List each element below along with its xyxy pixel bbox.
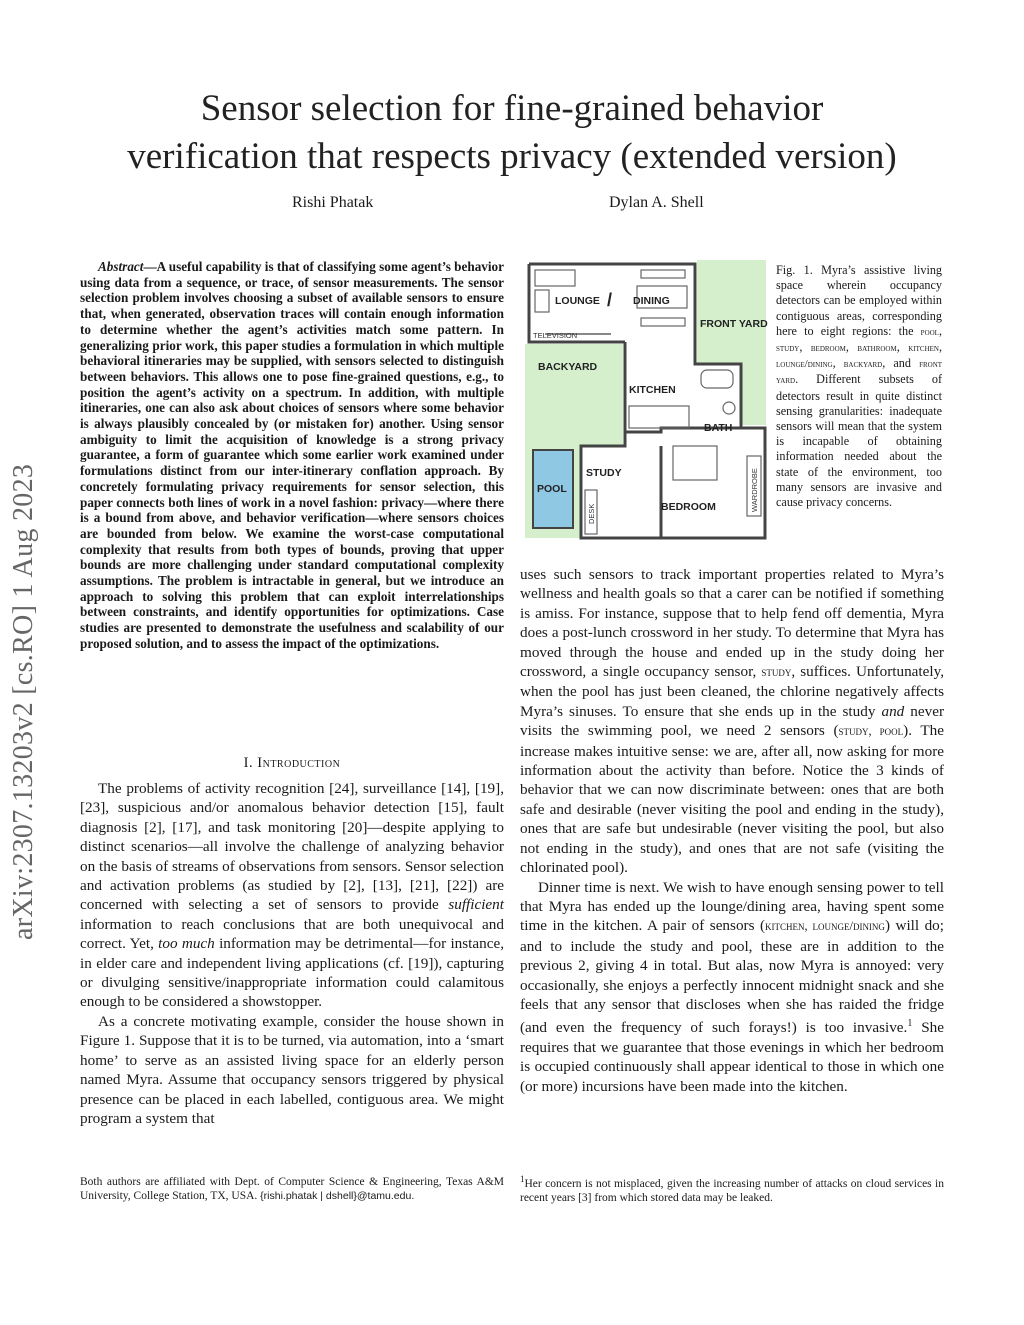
right-p1-emphasis-and: and: [881, 702, 905, 720]
label-backyard: BACKYARD: [538, 361, 598, 373]
affiliation-text: Both authors are affiliated with Dept. of Computer Science & Engineering, Texas A&M University, College Station, TX, USA.: [80, 1176, 504, 1202]
intro-paragraph-1: [80, 779, 504, 1012]
label-pool: POOL: [537, 483, 567, 495]
affiliation-emails: {rishi.phatak | dshell}@tamu.edu.: [260, 1190, 415, 1202]
abstract: [80, 259, 504, 652]
figure-1-caption: Fig. 1. Myra’s assistive living space wherein occupancy detectors can be employed within contiguous areas, corresponding here to eight regions: the pool, study, bedroom, bathroom, kitchen, lounge/dining, backyard, and front yard. Different subsets of detectors result in quite distinct sensing granularities: inadequate sensors will mean that the system is incapable of obtaining information needed about the state of the environment, too many sensors are invasive and cause privacy concerns.: [776, 263, 943, 510]
right-p2-text-b: ) will do; and to include the study and pool, these are in addition to the previous 2, giving 4 in total. But alas, now Myra is annoyed: very occasionally, she enjoys a perfectly innocent midnight snack and she feels that any sensor that discloses when she has raided the fridge (and even the frequency of such forays!) is too invasive.: [520, 917, 944, 1037]
author-2: Dylan A. Shell: [609, 194, 704, 211]
right-column-body: [520, 565, 944, 1096]
intro-p1-emphasis-too-much: too much: [158, 935, 215, 953]
right-p1-text-d: ). The increase makes intuitive sense: we are, after all, now asking for more information about the activity than before. Notice the 3 kinds of behavior that we can now discriminate between: ones that are both safe and desirable (never visiting the pool and ending in the study), ones that are safe but undesirable (never visiting the pool, but also not ending in the study), and ones that are not safe (visiting the chlorinated pool).: [520, 722, 944, 877]
label-bedroom: BEDROOM: [661, 501, 716, 513]
intro-p1-text-a: The problems of activity recognition [24], surveillance [14], [19], [23], suspicious and/or anomalous behavior detection [15], fault diagnosis [2], [17], and task monitoring [20]—despite applying to distinct scenarios—all involve the challenge of analyzing behavior on the basis of streams of observations from sensors. Sensor selection and activation problems (as studied by [2], [13], [21], [22]) are concerned with selecting a set of sensors to provide: [80, 780, 504, 914]
intro-p1-emphasis-sufficient: sufficient: [448, 896, 504, 914]
section-title: Introduction: [257, 755, 341, 771]
paper-title-line-2: verification that respects privacy (extended version): [127, 136, 897, 177]
label-bath: BATH: [704, 422, 733, 434]
label-lounge: LOUNGE: [555, 295, 600, 307]
right-p2-text-a: Dinner time is next. We wish to have enough sensing power to tell that Myra has ended up the lounge/dining area, having spent some time in the kitchen. A pair of sensors (: [520, 878, 944, 935]
footnote-1-mark: 1: [520, 1174, 525, 1184]
caption-region-study: study: [776, 343, 800, 355]
author-1: Rishi Phatak: [292, 194, 374, 211]
label-television: TELEVISION: [533, 331, 578, 340]
label-study: STUDY: [586, 467, 622, 479]
figure-label: Fig. 1.: [776, 263, 813, 277]
intro-p1-text-c: information may be detrimental—for instance, in elder care and independent living applications (cf. [19]), capturing or divulging sensitive/inappropriate information could calamitous enough to be considered a showstopper.: [80, 935, 505, 1011]
caption-region-lounge-dining: lounge/dining: [776, 359, 833, 371]
floor-plan-figure: [521, 256, 769, 544]
footnote-1: [520, 1172, 944, 1205]
section-number: I.: [243, 755, 254, 771]
label-kitchen: KITCHEN: [629, 384, 676, 396]
arxiv-identifier: arXiv:2307.13203v2 [cs.RO] 1 Aug 2023: [8, 463, 39, 940]
paper-title-line-1: Sensor selection for fine-grained behavior: [200, 88, 824, 129]
caption-region-pool: pool: [920, 326, 939, 338]
footnote-1-text: Her concern is not misplaced, given the increasing number of attacks on cloud services in recent years [3] from which stored data may be leaked.: [520, 1177, 944, 1204]
abstract-dash: —: [143, 259, 157, 274]
caption-region-kitchen: kitchen: [908, 343, 939, 355]
caption-region-bedroom: bedroom: [810, 343, 846, 355]
caption-and: and: [893, 356, 911, 371]
right-p1-text-b: , suffices. Unfortunately, when the pool has just been cleaned, the chlorine negatively affects Myra’s sinuses. To ensure that she ends up in the study: [520, 663, 944, 720]
label-wardrobe: WARDROBE: [750, 468, 759, 512]
caption-region-bathroom: bathroom: [857, 343, 897, 355]
affiliation-footnote: [80, 1175, 504, 1203]
footnote-marker-1[interactable]: 1: [907, 1018, 913, 1030]
section-heading-introduction: [80, 755, 504, 772]
right-p2-sensors-kitchen-lounge: kitchen, lounge/dining: [765, 919, 885, 934]
paper-title: [40, 85, 984, 181]
label-front-yard: FRONT YARD: [700, 318, 768, 330]
label-dining: DINING: [633, 295, 670, 307]
right-p1-sensor-study: study: [761, 665, 792, 680]
right-p1-sensors-study-pool: study, pool: [838, 724, 904, 739]
intro-p1-text-b: information to reach conclusions that are both unequivocal and correct. Yet,: [80, 915, 504, 953]
label-desk: DESK: [587, 503, 596, 524]
abstract-text: A useful capability is that of classifying some agent’s behavior using data from a sequence, or trace, of sensor measurements. The sensor selection problem involves choosing a subset of available sensors to ensure that, when generated, observation traces will contain enough information to determine whether the agent’s activities match some pattern. In generalizing prior work, this paper studies a formulation in which multiple behavioral itineraries may be supplied, with sensors selected to distinguish between behaviors. This allows one to pose fine-grained questions, e.g., to position the agent’s activity on a spectrum. In addition, with multiple itineraries, one can also ask about choices of sensors where some behavior is always plausibly concealed by (or mistaken for) another. Using sensor ambiguity to limit the acquisition of knowledge is a strong privacy guarantee, a form of guarantee which some earlier work examined under formulations distinct from our inter-itinerary conflation approach. By concretely formulating privacy requirements for sensor selection, this paper connects both lines of work in a novel fashion: privacy—where there is a bound from above, and behavior verification—where sensors choices are bounded from below. We examine the worst-case computational complexity that results from both types of bounds, proving that upper bounds are more challenging under standard computational complexity assumptions. The problem is intractable in general, but we introduce an approach to solving this problem that can exploit interrelationships between constraints, and identify opportunities for optimizations. Case studies are presented to demonstrate the usefulness and scalability of our proposed solution, and to assess the impact of the optimizations.: [80, 259, 504, 651]
right-paragraph-2: [520, 878, 944, 1097]
right-paragraph-1: [520, 565, 944, 878]
abstract-label: Abstract: [98, 259, 144, 274]
caption-region-backyard: backyard: [843, 359, 883, 371]
right-p1-text-a: uses such sensors to track important properties related to Myra’s wellness and health goals so that a carer can be notified if something is amiss. For instance, suppose that to help fend off dementia, Myra does a post-lunch crossword in her study. To determine that Myra has moved through the house and ended up in the study doing her crossword, a single occupancy sensor,: [520, 566, 944, 681]
label-slash: /: [607, 290, 613, 310]
introduction-body: [80, 779, 504, 1128]
right-p1-text-c: never visits the swimming pool, we need 2 sensors (: [520, 702, 945, 740]
caption-text-a: Myra’s assistive living space wherein occupancy detectors can be employed within contiguous areas, corresponding here to eight regions: the: [776, 263, 943, 338]
right-p2-text-c: She requires that we guarantee that those evenings in which her bedroom is occupied continuously shall appear identical to those in which one (or more) incursions have been made into the kitchen.: [520, 1019, 945, 1095]
intro-paragraph-2: As a concrete motivating example, consider the house shown in Figure 1. Suppose that it is to be turned, via automation, into a ‘smart home’ to serve as an assisted living space for an elderly person named Myra. Assume that occupancy sensors triggered by physical presence can be placed in each labelled, contiguous area. We might program a system that: [80, 1012, 504, 1127]
caption-text-b: Different subsets of detectors result in quite distinct sensing granularities: inadequate sensors will mean that the system is incapable of obtaining information needed about the state of the environment, too many sensors are invasive and cause privacy concerns.: [776, 372, 942, 510]
caption-region-front-yard: front yard: [776, 359, 943, 387]
